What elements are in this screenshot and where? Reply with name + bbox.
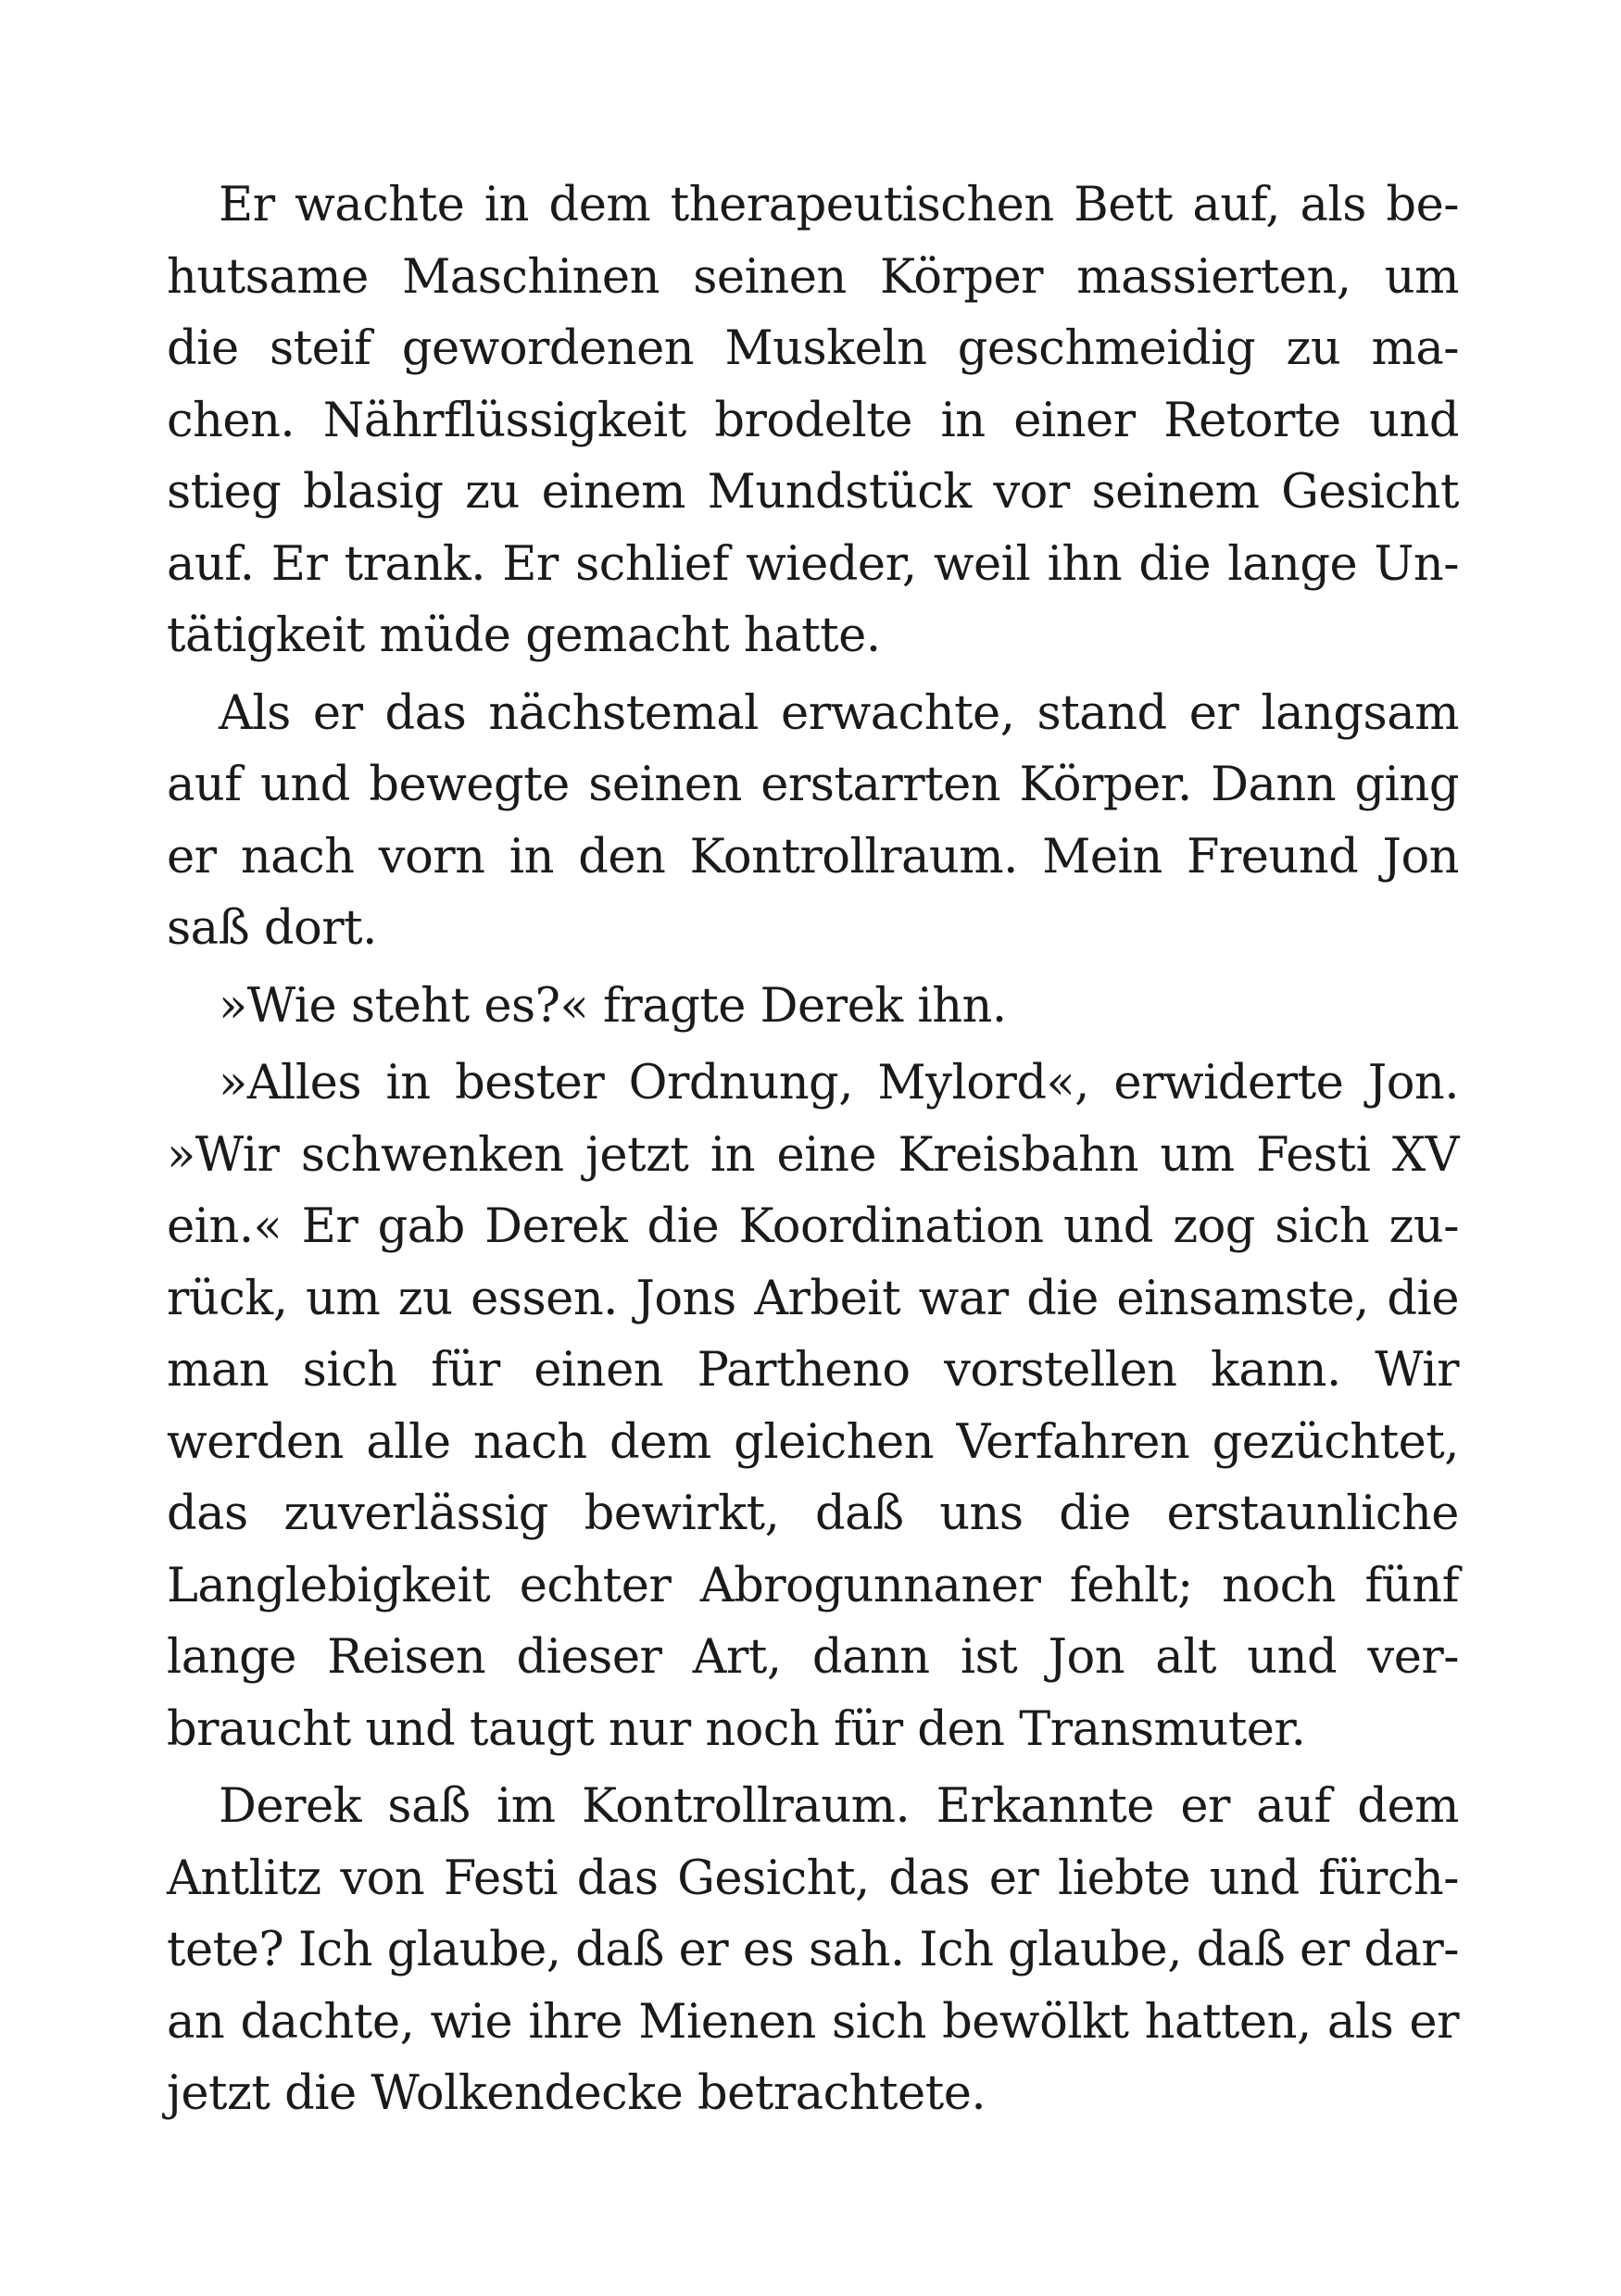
text-line: »Wie steht es?« fragte Derek ihn.	[219, 978, 1007, 1034]
text-line: er nach vorn in den Kontrollraum. Mein Freund Jon	[167, 829, 1459, 885]
text-line: die steif gewordenen Muskeln geschmeidig zu ma-	[167, 321, 1459, 376]
paragraph-2	[167, 678, 1459, 965]
text-line: Derek saß im Kontrollraum. Erkannte er auf dem	[219, 1779, 1459, 1834]
text-line: »Wir schwenken jetzt in eine Kreisbahn um Festi XV	[167, 1127, 1459, 1183]
text-line: man sich für einen Partheno vorstellen kann. Wir	[167, 1343, 1459, 1398]
text-line: tete? Ich glaube, daß er es sah. Ich glaube, daß er dar-	[167, 1923, 1459, 1977]
paragraph-5	[167, 1771, 1459, 2130]
text-line: chen. Nährflüssigkeit brodelte in einer Retorte und	[167, 393, 1459, 448]
text-line: an dachte, wie ihre Mienen sich bewölkt hatten, als er	[167, 1994, 1459, 2050]
text-line: auf. Er trank. Er schlief wieder, weil ihn die lange Un-	[167, 536, 1459, 592]
text-line: auf und bewegte seinen erstarrten Körper. Dann ging	[167, 758, 1459, 812]
text-line: das zuverlässig bewirkt, daß uns die erstaunliche	[167, 1487, 1459, 1541]
text-line: Als er das nächstemal erwachte, stand er langsam	[219, 685, 1459, 741]
paragraph-4	[167, 1048, 1459, 1765]
text-line: Antlitz von Festi das Gesicht, das er liebte und fürch-	[167, 1851, 1459, 1906]
paragraph-3	[167, 971, 1459, 1043]
text-line: »Alles in bester Ordnung, Mylord«, erwiderte Jon.	[219, 1056, 1459, 1110]
text-line: rück, um zu essen. Jons Arbeit war die einsamste, die	[167, 1271, 1459, 1326]
text-line: Langlebigkeit echter Abrogunnaner fehlt; noch fünf	[167, 1558, 1459, 1613]
paragraph-1	[167, 169, 1459, 672]
text-line: lange Reisen dieser Art, dann ist Jon alt und ver-	[167, 1630, 1459, 1685]
text-line: hutsame Maschinen seinen Körper massierten, um	[167, 249, 1459, 305]
text-line: saß dort.	[167, 901, 377, 956]
text-line: braucht und taugt nur noch für den Transmuter.	[167, 1701, 1306, 1757]
text-line: ein.« Er gab Derek die Koordination und zog sich zu-	[167, 1199, 1459, 1254]
text-line: werden alle nach dem gleichen Verfahren gezüchtet,	[167, 1414, 1459, 1470]
text-line: tätigkeit müde gemacht hatte.	[167, 609, 881, 663]
text-line: Er wachte in dem therapeutischen Bett auf, als be-	[219, 178, 1459, 232]
text-line: jetzt die Wolkendecke betrachtete.	[167, 2066, 986, 2121]
book-page	[167, 169, 1459, 2136]
text-line: stieg blasig zu einem Mundstück vor seinem Gesicht	[167, 465, 1459, 520]
